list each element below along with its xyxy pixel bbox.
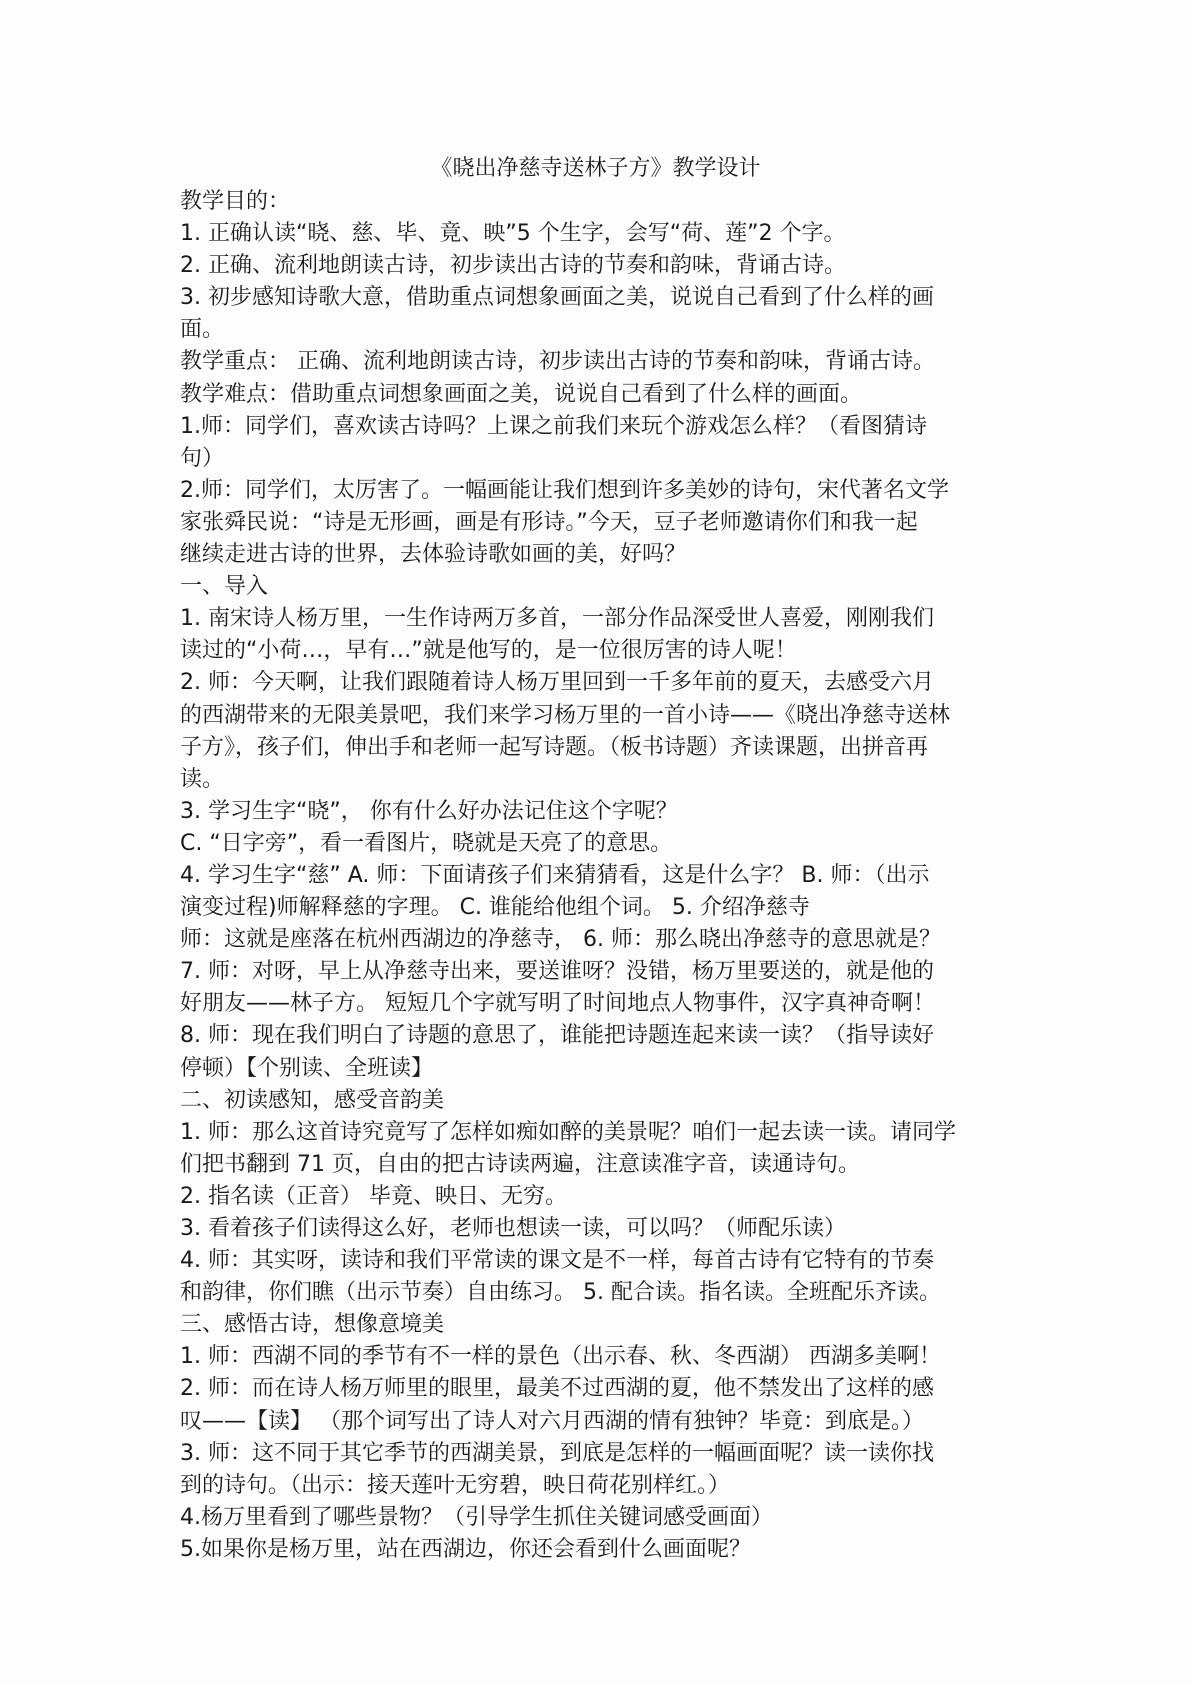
text-line: 句） <box>180 445 225 471</box>
text-line: 到的诗句。（出示：接天莲叶无穷碧，映日荷花别样红。） <box>180 1472 731 1498</box>
text-line: 和韵律，你们瞧（出示节奏）自由练习。 5. 配合读。指名读。全班配乐齐读。 <box>180 1280 941 1306</box>
text-line: 3. 师：这不同于其它季节的西湖美景，到底是怎样的一幅画面呢？读一读你找 <box>180 1440 934 1466</box>
text-line: 4.杨万里看到了哪些景物？（引导学生抓住关键词感受画面） <box>180 1504 773 1530</box>
text-line: 一、导入 <box>180 574 269 600</box>
text-line: 2. 指名读（正音） 毕竟、映日、无穷。 <box>180 1183 567 1209</box>
text-line: C. “日字旁”，看一看图片，晓就是天亮了的意思。 <box>180 830 673 856</box>
text-line: 教学难点：借助重点词想象画面之美，说说自己看到了什么样的画面。 <box>180 381 863 407</box>
document-title: 《晓出净慈寺送林子方》教学设计 <box>430 156 761 181</box>
text-line: 2. 师：今天啊，让我们跟随着诗人杨万里回到一千多年前的夏天，去感受六月 <box>180 670 934 696</box>
text-line: 教学重点： 正确、流利地朗读古诗，初步读出古诗的节奏和韵味，背诵古诗。 <box>180 349 935 375</box>
text-line: 4. 学习生字“慈” A. 师：下面请孩子们来猜猜看，这是什么字？ B. 师：（出示 <box>180 862 930 888</box>
text-line: 5.如果你是杨万里，站在西湖边，你还会看到什么画面呢？ <box>180 1536 751 1562</box>
text-line: 4. 师：其实呀，读诗和我们平常读的课文是不一样，每首古诗有它特有的节奏 <box>180 1248 934 1274</box>
text-line: 师：这就是座落在杭州西湖边的净慈寺， 6. 师：那么晓出净慈寺的意思就是？ <box>180 927 941 953</box>
text-line: 们把书翻到 71 页，自由的把古诗读两遍，注意读准字音，读通诗句。 <box>180 1151 860 1177</box>
text-line: 的西湖带来的无限美景吧，我们来学习杨万里的一首小诗——《晓出净慈寺送林 <box>180 702 951 728</box>
text-line: 3. 学习生字“晓”， 你有什么好办法记住这个字呢？ <box>180 798 678 824</box>
text-line: 二、初读感知，感受音韵美 <box>180 1087 445 1113</box>
text-line: 2. 师：而在诗人杨万师里的眼里，最美不过西湖的夏，他不禁发出了这样的感 <box>180 1376 934 1402</box>
text-line: 演变过程)师解释慈的字理。 C. 谁能给他组个词。 5. 介绍净慈寺 <box>180 895 810 921</box>
text-line: 停顿）【个别读、全班读】 <box>180 1055 434 1081</box>
text-line: 2.师：同学们，太厉害了。一幅画能让我们想到许多美妙的诗句，宋代著名文学 <box>180 477 949 503</box>
text-line: 8. 师：现在我们明白了诗题的意思了，谁能把诗题连起来读一读？（指导读好 <box>180 1023 934 1049</box>
text-line: 1. 南宋诗人杨万里，一生作诗两万多首，一部分作品深受世人喜爱，刚刚我们 <box>180 606 934 632</box>
text-line: 读。 <box>180 766 225 792</box>
text-line: 子方》，孩子们，伸出手和老师一起写诗题。（板书诗题）齐读课题，出拼音再 <box>180 734 929 760</box>
text-line: 3. 看着孩子们读得这么好，老师也想读一读，可以吗？（师配乐读） <box>180 1216 846 1241</box>
text-line: 叹——【读】 （那个词写出了诗人对六月西湖的情有独钟？毕竟：到底是。） <box>180 1408 924 1434</box>
text-line: 7. 师：对呀，早上从净慈寺出来，要送谁呀？没错，杨万里要送的，就是他的 <box>180 959 934 985</box>
text-line: 1. 正确认读“晓、慈、毕、竟、映”5 个生字，会写“荷、莲”2 个字。 <box>180 221 846 247</box>
text-line: 3. 初步感知诗歌大意，借助重点词想象画面之美，说说自己看到了什么样的画 <box>180 285 934 311</box>
text-line: 读过的“小荷…，早有…”就是他写的，是一位很厉害的诗人呢！ <box>180 638 797 664</box>
text-line: 三、感悟古诗，想像意境美 <box>180 1312 445 1338</box>
text-line: 1. 师：那么这首诗究竟写了怎样如痴如醉的美景呢？咱们一起去读一读。请同学 <box>180 1119 956 1145</box>
text-line: 继续走进古诗的世界，去体验诗歌如画的美，好吗？ <box>180 542 687 568</box>
text-line: 2. 正确、流利地朗读古诗，初步读出古诗的节奏和韵味，背诵古诗。 <box>180 253 846 279</box>
document-body <box>180 186 1020 1566</box>
text-line: 好朋友——林子方。 短短几个字就写明了时间地点人物事件，汉字真神奇啊！ <box>180 991 935 1017</box>
text-line: 面。 <box>180 317 225 343</box>
text-line: 家张舜民说：“诗是无形画，画是有形诗。”今天，豆子老师邀请你们和我一起 <box>180 509 918 535</box>
text-line: 教学目的： <box>180 189 291 214</box>
text-line: 1. 师：西湖不同的季节有不一样的景色（出示春、秋、冬西湖） 西湖多美啊！ <box>180 1344 941 1370</box>
text-line: 1.师：同学们，喜欢读古诗吗？上课之前我们来玩个游戏怎么样？（看图猜诗 <box>180 413 927 439</box>
